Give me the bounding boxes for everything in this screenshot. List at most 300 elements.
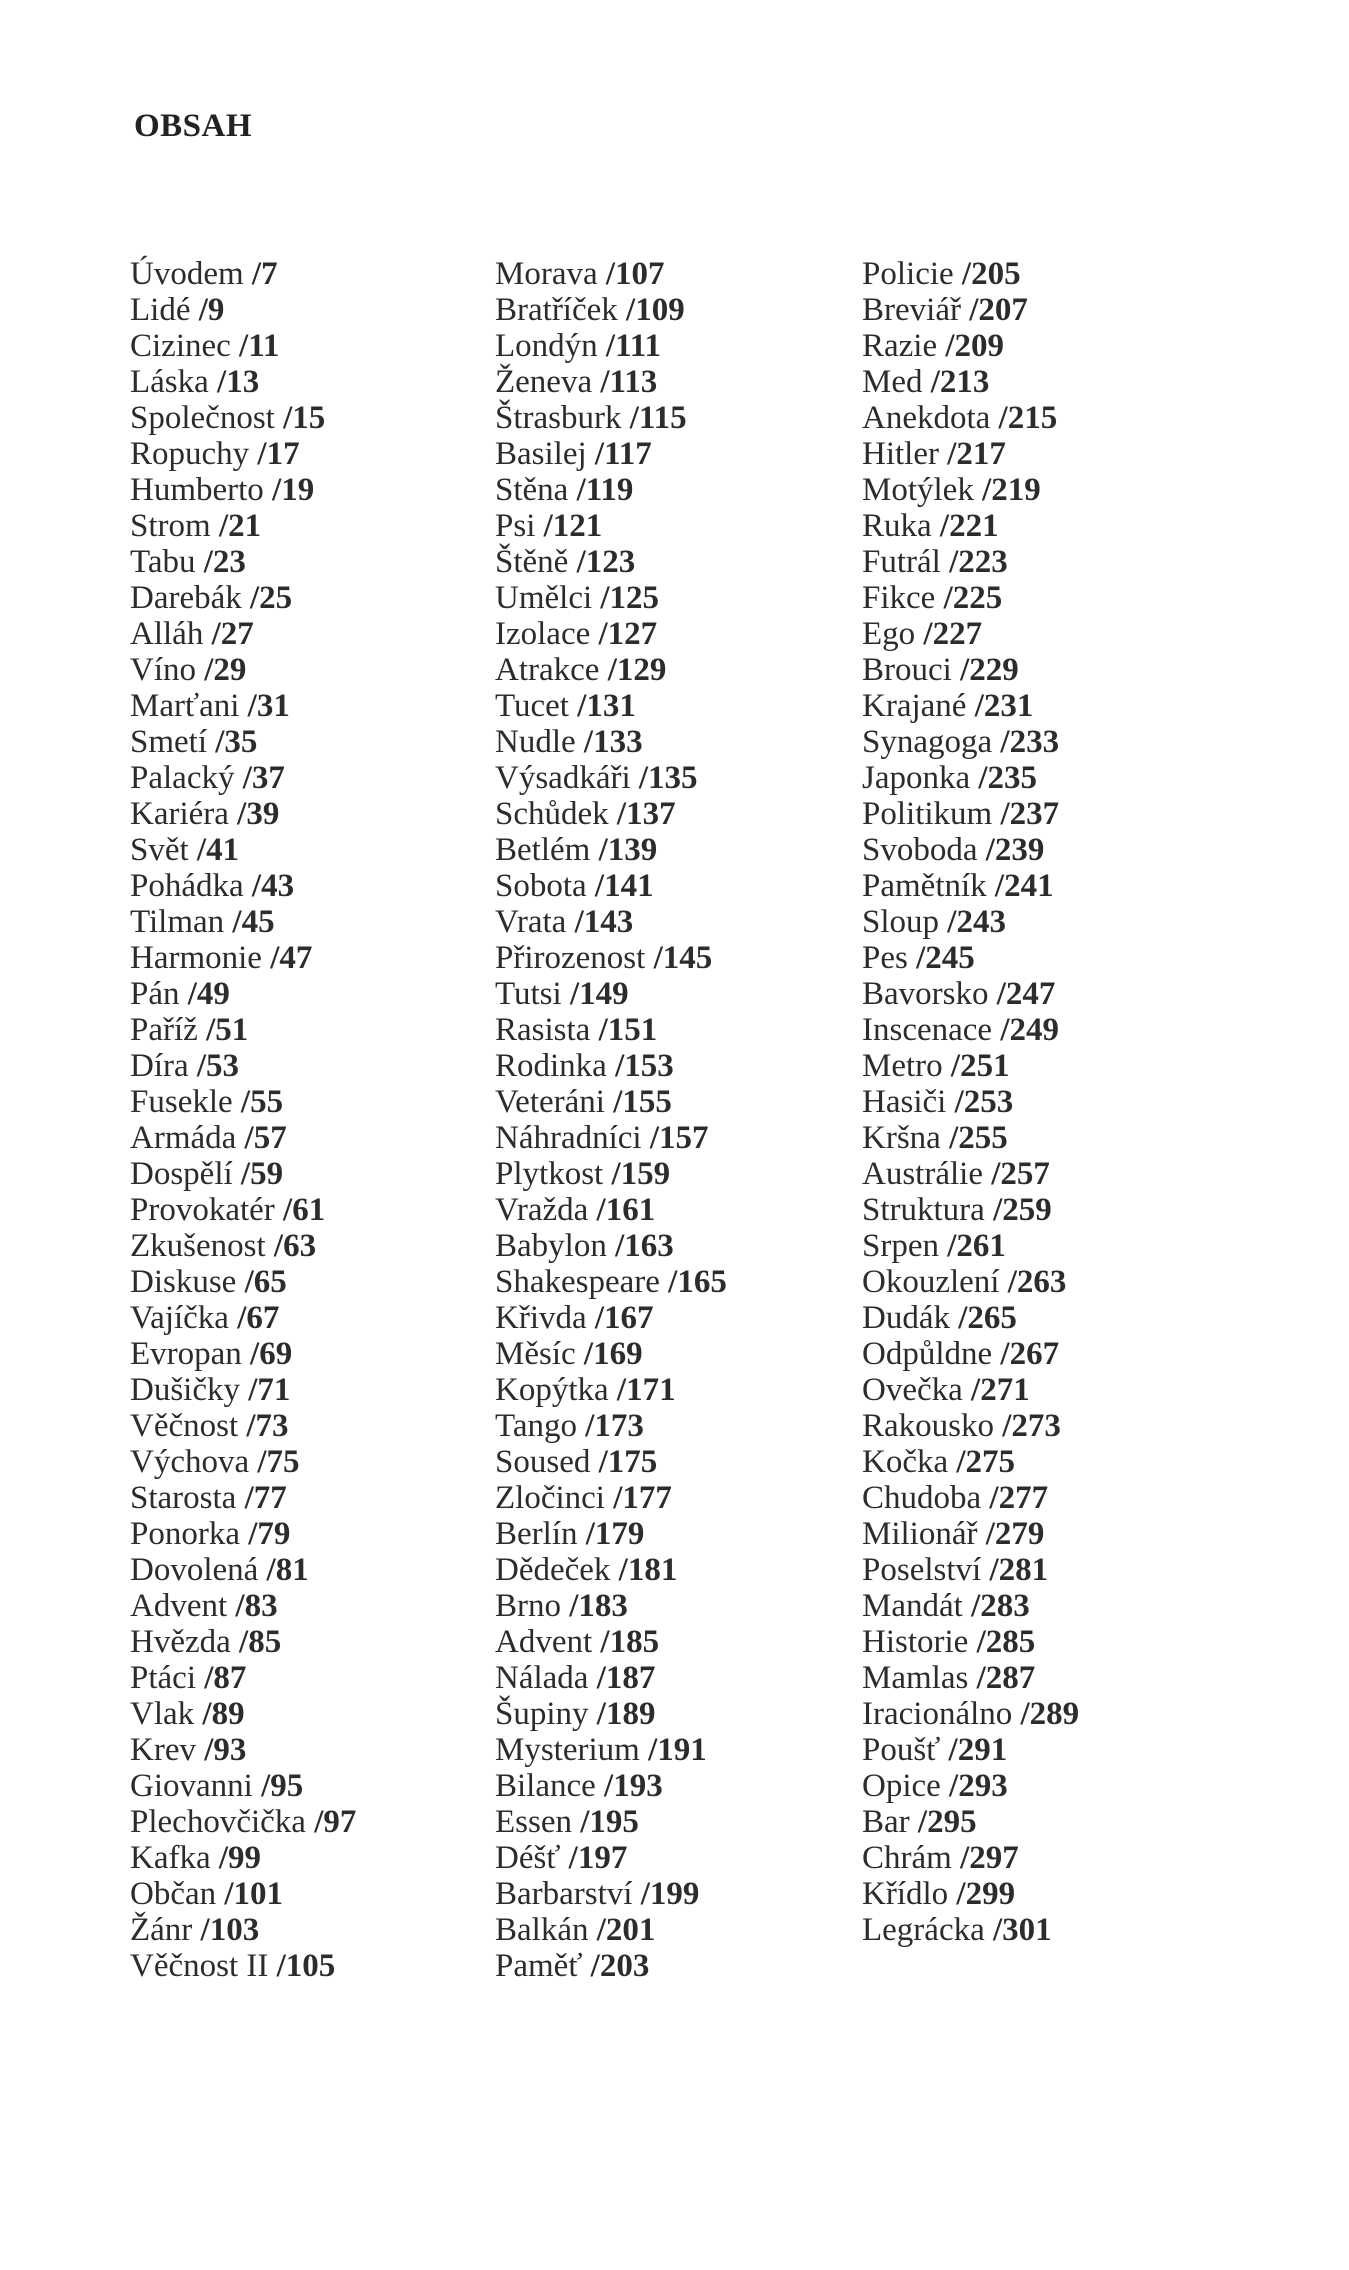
toc-entry-page: /129 [607,652,667,688]
toc-entry [130,796,510,832]
toc-entry [862,1192,1242,1228]
toc-entry [130,328,510,364]
toc-entry-title: Barbarství [495,1876,633,1912]
toc-entry-separator [987,868,995,904]
toc-entry-title: Smetí [130,724,208,760]
toc-entry-title: Paříž [130,1012,198,1048]
toc-entry-separator [196,1660,204,1696]
toc-entry-separator [229,1300,237,1336]
toc-entry-title: Synagoga [862,724,993,760]
toc-entry [495,1120,875,1156]
toc-entry [495,976,875,1012]
toc-entry-title: Štěně [495,544,569,580]
toc-entry-separator [622,400,630,436]
toc-entry-page: /253 [954,1084,1014,1120]
toc-entry-title: Fikce [862,580,936,616]
toc-entry [862,1552,1242,1588]
toc-entry-page: /239 [985,832,1045,868]
toc-entry [130,1264,510,1300]
toc-entry-page: /23 [203,544,246,580]
toc-entry-separator [192,1912,200,1948]
toc-entry-title: Brno [495,1588,561,1624]
toc-entry [495,832,875,868]
toc-entry [862,796,1242,832]
toc-entry [495,1768,875,1804]
toc-entry-separator [196,544,204,580]
toc-entry-separator [977,1516,985,1552]
toc-entry-title: Austrálie [862,1156,983,1192]
toc-entry-title: Betlém [495,832,591,868]
toc-entry-title: Zkušenost [130,1228,266,1264]
toc-entry-page: /167 [594,1300,654,1336]
toc-entry-page: /237 [1000,796,1060,832]
toc-entry [495,400,875,436]
toc-entry-title: Tucet [495,688,569,724]
toc-entry-title: Odpůldne [862,1336,993,1372]
toc-entry [495,760,875,796]
toc-entry-page: /275 [956,1444,1016,1480]
toc-entry-title: Starosta [130,1480,237,1516]
toc-entry-page: /301 [993,1912,1052,1948]
toc-entry [130,1012,510,1048]
toc-entry [130,1408,510,1444]
toc-entry-separator [941,1120,949,1156]
toc-entry-title: Hvězda [130,1624,231,1660]
toc-entry-title: Psi [495,508,536,544]
toc-entry-separator [242,1336,250,1372]
toc-entry-page: /79 [248,1516,291,1552]
toc-entry-page: /283 [971,1588,1030,1624]
toc-entry-title: Evropan [130,1336,242,1372]
toc-entry-separator [582,1948,590,1984]
toc-entry-separator [939,436,947,472]
toc-entry-separator [266,1228,274,1264]
toc-entry [130,976,510,1012]
toc-entry-page: /107 [605,256,665,292]
toc-entry [862,1876,1242,1912]
toc-entry-separator [203,616,211,652]
toc-entry-separator [569,688,577,724]
toc-entry-separator [576,1336,584,1372]
toc-entry-separator [609,1372,617,1408]
toc-entry-page: /67 [237,1300,280,1336]
toc-entry-separator [943,1048,951,1084]
toc-entry [495,1444,875,1480]
toc-entry-title: Pamětník [862,868,987,904]
toc-entry-page: /121 [543,508,603,544]
toc-entry-page: /201 [596,1912,656,1948]
toc-entry-page: /93 [204,1732,247,1768]
toc-entry [862,724,1242,760]
toc-entry-title: Nudle [495,724,576,760]
toc-entry-title: Shakespeare [495,1264,660,1300]
toc-entry-separator [587,1300,595,1336]
toc-entry-page: /281 [989,1552,1049,1588]
toc-entry-title: Dovolená [130,1552,259,1588]
toc-entry-page: /139 [598,832,658,868]
toc-entry-separator [974,472,982,508]
toc-entry-title: Veteráni [495,1084,605,1120]
toc-entry-title: Ptáci [130,1660,196,1696]
toc-entry-separator [589,1696,597,1732]
toc-entry-title: Křivda [495,1300,587,1336]
toc-entry-title: Plytkost [495,1156,604,1192]
toc-entry-separator [242,580,250,616]
toc-entry-title: Dušičky [130,1372,240,1408]
toc-entry-title: Mysterium [495,1732,640,1768]
toc-entry-title: Milionář [862,1516,978,1552]
toc-entry [862,904,1242,940]
toc-entry-page: /221 [939,508,999,544]
toc-entry-title: Ropuchy [130,436,250,472]
toc-entry [495,1804,875,1840]
toc-entry-page: /89 [202,1696,245,1732]
toc-column-2 [495,256,875,1984]
toc-entry-separator [963,1588,971,1624]
toc-entry-separator [233,1156,241,1192]
toc-entry-title: Kočka [862,1444,949,1480]
toc-entry [130,1228,510,1264]
toc-entry [495,1948,875,1984]
toc-entry [495,544,875,580]
toc-entry-separator [954,256,962,292]
toc-entry-separator [234,760,242,796]
toc-entry-title: Atrakce [495,652,600,688]
toc-entry-page: /231 [974,688,1034,724]
toc-entry-title: Legrácka [862,1912,985,1948]
toc-entry [862,292,1242,328]
toc-entry-separator [961,292,969,328]
toc-entry-page: /97 [314,1804,357,1840]
toc-entry [862,1768,1242,1804]
toc-entry-separator [660,1264,668,1300]
toc-entry-page: /163 [615,1228,674,1264]
toc-entry-title: Advent [130,1588,228,1624]
toc-entry-page: /95 [261,1768,304,1804]
toc-entry-separator [209,364,217,400]
toc-entry [862,652,1242,688]
toc-entry-separator [268,1948,276,1984]
toc-entry [130,832,510,868]
toc-entry-title: Berlín [495,1516,578,1552]
toc-entry-title: Londýn [495,328,598,364]
toc-entry-page: /227 [923,616,983,652]
toc-entry [130,1156,510,1192]
toc-entry-page: /123 [576,544,636,580]
toc-entry-separator [968,1624,976,1660]
toc-entry-title: Giovanni [130,1768,253,1804]
toc-entry-separator [596,1768,604,1804]
toc-entry-title: Ruka [862,508,932,544]
toc-entry-title: Breviář [862,292,961,328]
toc-entry [862,1228,1242,1264]
toc-entry-separator [239,688,247,724]
toc-entry-page: /183 [569,1588,628,1624]
toc-entry-title: Mamlas [862,1660,969,1696]
toc-entry-page: /173 [585,1408,644,1444]
toc-entry [495,1156,875,1192]
toc-entry [130,1624,510,1660]
toc-entry-title: Svoboda [862,832,978,868]
toc-entry-page: /189 [596,1696,656,1732]
toc-entry-separator [275,1192,283,1228]
toc-entry [495,1372,875,1408]
toc-entry [862,580,1242,616]
toc-entry-title: Lidé [130,292,191,328]
toc-entry-title: Med [862,364,923,400]
toc-entry [130,472,510,508]
toc-entry-separator [598,328,606,364]
toc-entry [495,1624,875,1660]
toc-entry-page: /37 [242,760,285,796]
toc-entry-title: Chudoba [862,1480,982,1516]
toc-entry-page: /293 [949,1768,1008,1804]
toc-entry-separator [211,1840,219,1876]
toc-entry [130,292,510,328]
toc-entry-page: /109 [626,292,685,328]
toc-entry [862,868,1242,904]
toc-entry-title: Provokatér [130,1192,275,1228]
toc-entry-title: Marťani [130,688,240,724]
toc-entry-page: /117 [594,436,652,472]
toc-entry [130,940,510,976]
toc-entry-page: /265 [958,1300,1017,1336]
toc-entry-title: Umělci [495,580,593,616]
toc-entry-page: /257 [991,1156,1050,1192]
toc-entry-title: Měsíc [495,1336,576,1372]
toc-entry-separator [607,1048,615,1084]
toc-entry-separator [198,1012,206,1048]
toc-entry [495,1048,875,1084]
toc-entry [495,256,875,292]
toc-entry [130,1120,510,1156]
toc-entry-page: /17 [257,436,300,472]
toc-entry-title: Pes [862,940,908,976]
toc-entry-page: /285 [976,1624,1036,1660]
toc-entry [862,1444,1242,1480]
toc-entry-separator [190,292,198,328]
toc-entry-separator [940,1732,948,1768]
toc-entry [862,1516,1242,1552]
toc-entry [495,1300,875,1336]
toc-entry [495,1408,875,1444]
toc-entry-separator [560,1840,568,1876]
toc-entry-page: /181 [618,1552,678,1588]
toc-entry-page: /125 [600,580,660,616]
toc-entry-page: /101 [224,1876,284,1912]
toc-entry-separator [568,472,576,508]
toc-entry-page: /249 [1000,1012,1059,1048]
toc-entry-page: /295 [917,1804,977,1840]
toc-entry [495,508,875,544]
toc-entry [495,1084,875,1120]
toc-entry-title: Křídlo [862,1876,949,1912]
toc-entry [495,472,875,508]
toc-entry-separator [588,1192,596,1228]
toc-entry-title: Kopýtka [495,1372,609,1408]
toc-entry [130,1516,510,1552]
toc-entry-title: Paměť [495,1948,583,1984]
toc-entry [130,1300,510,1336]
toc-entry-page: /297 [960,1840,1019,1876]
toc-entry [495,580,875,616]
toc-entry [130,1480,510,1516]
toc-entry-separator [952,652,960,688]
toc-entry-page: /179 [585,1516,645,1552]
toc-entry-separator [932,508,940,544]
toc-entry [862,1696,1242,1732]
toc-entry-title: Babylon [495,1228,607,1264]
toc-entry-page: /235 [978,760,1038,796]
toc-entry-title: Strom [130,508,211,544]
toc-entry [495,1588,875,1624]
toc-entry [495,1552,875,1588]
toc-entry-separator [587,868,595,904]
toc-entry-page: /171 [616,1372,676,1408]
toc-entry-page: /155 [613,1084,672,1120]
toc-entry-separator [576,724,584,760]
toc-entry-page: /85 [239,1624,282,1660]
toc-entry-separator [983,1156,991,1192]
toc-entry [130,1192,510,1228]
toc-entry [130,544,510,580]
toc-entry [130,1372,510,1408]
toc-entry [130,1336,510,1372]
toc-entry [130,1588,510,1624]
toc-entry-page: /25 [250,580,293,616]
toc-entry-page: /289 [1020,1696,1080,1732]
toc-entry-title: Stěna [495,472,569,508]
toc-entry [495,652,875,688]
toc-entry-page: /11 [239,328,280,364]
toc-entry-separator [535,508,543,544]
toc-entry-title: Vajíčka [130,1300,229,1336]
toc-entry [495,724,875,760]
toc-entry [495,868,875,904]
toc-entry-separator [946,1084,954,1120]
toc-entry-title: Japonka [862,760,971,796]
toc-entry-page: /81 [266,1552,309,1588]
toc-entry-title: Fusekle [130,1084,233,1120]
toc-entry-title: Opice [862,1768,941,1804]
toc-entry [862,1336,1242,1372]
toc-entry [130,1732,510,1768]
toc-entry-separator [631,760,639,796]
toc-entry-title: Kariéra [130,796,229,832]
toc-entry-title: Historie [862,1624,969,1660]
toc-entry-page: /19 [272,472,315,508]
toc-entry-title: Dospělí [130,1156,233,1192]
toc-entry-page: /161 [596,1192,656,1228]
toc-entry-page: /141 [594,868,654,904]
toc-entry-separator [590,616,598,652]
toc-entry-page: /105 [276,1948,336,1984]
toc-entry-title: Výsadkáři [495,760,631,796]
toc-entry-separator [253,1768,261,1804]
toc-entry-title: Harmonie [130,940,262,976]
toc-entry [495,1876,875,1912]
toc-entry [130,652,510,688]
toc-entry [495,1840,875,1876]
toc-entry-title: Zločinci [495,1480,605,1516]
toc-entry-title: Déšť [495,1840,561,1876]
toc-entry-separator [610,1552,618,1588]
toc-entry-separator [941,544,949,580]
toc-entry-title: Brouci [862,652,952,688]
toc-entry-page: /255 [949,1120,1008,1156]
toc-entry-title: Díra [130,1048,189,1084]
toc-entry [862,472,1242,508]
toc-entry [495,616,875,652]
toc-entry-separator [990,400,998,436]
toc-entry-separator [989,976,997,1012]
toc-entry-page: /113 [600,364,658,400]
toc-entry [862,1012,1242,1048]
toc-entry-page: /271 [971,1372,1030,1408]
toc-entry-separator [236,1480,244,1516]
toc-entry-title: Poselství [862,1552,982,1588]
toc-entry-title: Rakousko [862,1408,994,1444]
toc-entry [495,1696,875,1732]
toc-entry-page: /83 [235,1588,278,1624]
toc-entry [130,1840,510,1876]
toc-entry-separator [999,1264,1007,1300]
toc-entry-title: Dudák [862,1300,950,1336]
toc-entry-separator [910,1804,918,1840]
toc-entry-title: Sloup [862,904,940,940]
toc-entry-separator [568,544,576,580]
toc-entry [495,904,875,940]
toc-entry-page: /53 [196,1048,240,1084]
toc-entry-page: /9 [198,292,225,328]
toc-entry [862,616,1242,652]
toc-entry-title: Rasista [495,1012,591,1048]
toc-entry-page: /241 [994,868,1054,904]
toc-entry-title: Ego [862,616,916,652]
toc-entry [130,1048,510,1084]
toc-entry-title: Bratříček [495,292,618,328]
toc-entry-title: Šupiny [495,1696,589,1732]
toc-entry-page: /247 [996,976,1056,1012]
toc-entry-title: Darebák [130,580,242,616]
toc-entry [862,940,1242,976]
toc-entry [862,688,1242,724]
toc-entry-page: /261 [947,1228,1006,1264]
toc-entry [862,1840,1242,1876]
toc-entry [862,1408,1242,1444]
toc-entry-separator [605,1084,613,1120]
toc-entry-page: /39 [237,796,280,832]
toc-entry-page: /151 [598,1012,658,1048]
toc-entry [130,1876,510,1912]
toc-entry-title: Palacký [130,760,235,796]
toc-entry-title: Nálada [495,1660,589,1696]
toc-entry [495,940,875,976]
toc-entry-page: /43 [251,868,295,904]
toc-entry-separator [609,796,617,832]
toc-entry-title: Krev [130,1732,196,1768]
toc-entry-separator [236,1120,244,1156]
toc-entry-page: /65 [244,1264,287,1300]
toc-entry [862,1480,1242,1516]
toc-entry-page: /187 [596,1660,656,1696]
toc-entry-separator [231,1624,239,1660]
toc-entry-page: /21 [218,508,262,544]
toc-entry-separator [577,1516,585,1552]
toc-entry [130,1912,510,1948]
toc-entry [130,760,510,796]
toc-entry-separator [561,1588,569,1624]
